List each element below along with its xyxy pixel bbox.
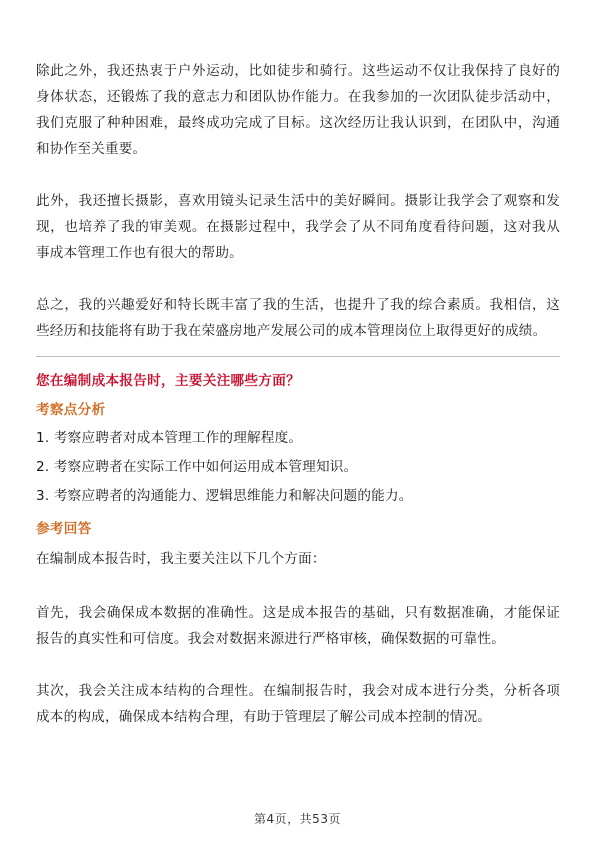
answer-paragraph-structure: 其次，我会关注成本结构的合理性。在编制报告时，我会对成本进行分类，分析各项成本的构成，确保成本结构合理，有助于管理层了解公司成本控制的情况。 [36, 683, 560, 725]
answer-heading: 参考回答 [36, 521, 92, 537]
answer-paragraph-accuracy: 首先，我会确保成本数据的准确性。这是成本报告的基础，只有数据准确，才能保证报告的真实性和可信度。我会对数据来源进行严格审核，确保数据的可靠性。 [36, 605, 560, 647]
intro-paragraph-photography: 此外，我还擅长摄影，喜欢用镜头记录生活中的美好瞬间。摄影让我学会了观察和发现，也培养了我的审美观。在摄影过程中，我学会了从不同角度看待问题，这对我从事成本管理工作也有很大的帮助。 [36, 193, 560, 261]
interview-question: 您在编制成本报告时，主要关注哪些方面？ [36, 373, 300, 389]
analysis-list [36, 427, 560, 508]
list-item: 1. 考察应聘者对成本管理工作的理解程度。 [36, 430, 303, 446]
section-divider [36, 356, 560, 357]
list-item: 2. 考察应聘者在实际工作中如何运用成本管理知识。 [36, 459, 358, 475]
intro-paragraph-outdoor: 除此之外，我还热衷于户外运动，比如徒步和骑行。这些运动不仅让我保持了良好的身体状态，还锻炼了我的意志力和团队协作能力。在我参加的一次团队徒步活动中，我们克服了种种困难，最终成功完成了目标。这次经历让我认识到，在团队中，沟通和协作至关重要。 [36, 63, 560, 157]
answer-intro: 在编制成本报告时，我主要关注以下几个方面： [36, 551, 326, 567]
page-number-footer: 第4页，共53页 [254, 812, 341, 826]
page-content [36, 58, 560, 756]
list-item: 3. 考察应聘者的沟通能力、逻辑思维能力和解决问题的能力。 [36, 488, 413, 504]
analysis-heading: 考察点分析 [36, 402, 106, 418]
intro-paragraph-summary: 总之，我的兴趣爱好和特长既丰富了我的生活，也提升了我的综合素质。我相信，这些经历和技能将有助于我在荣盛房地产发展公司的成本管理岗位上取得更好的成绩。 [36, 297, 560, 339]
